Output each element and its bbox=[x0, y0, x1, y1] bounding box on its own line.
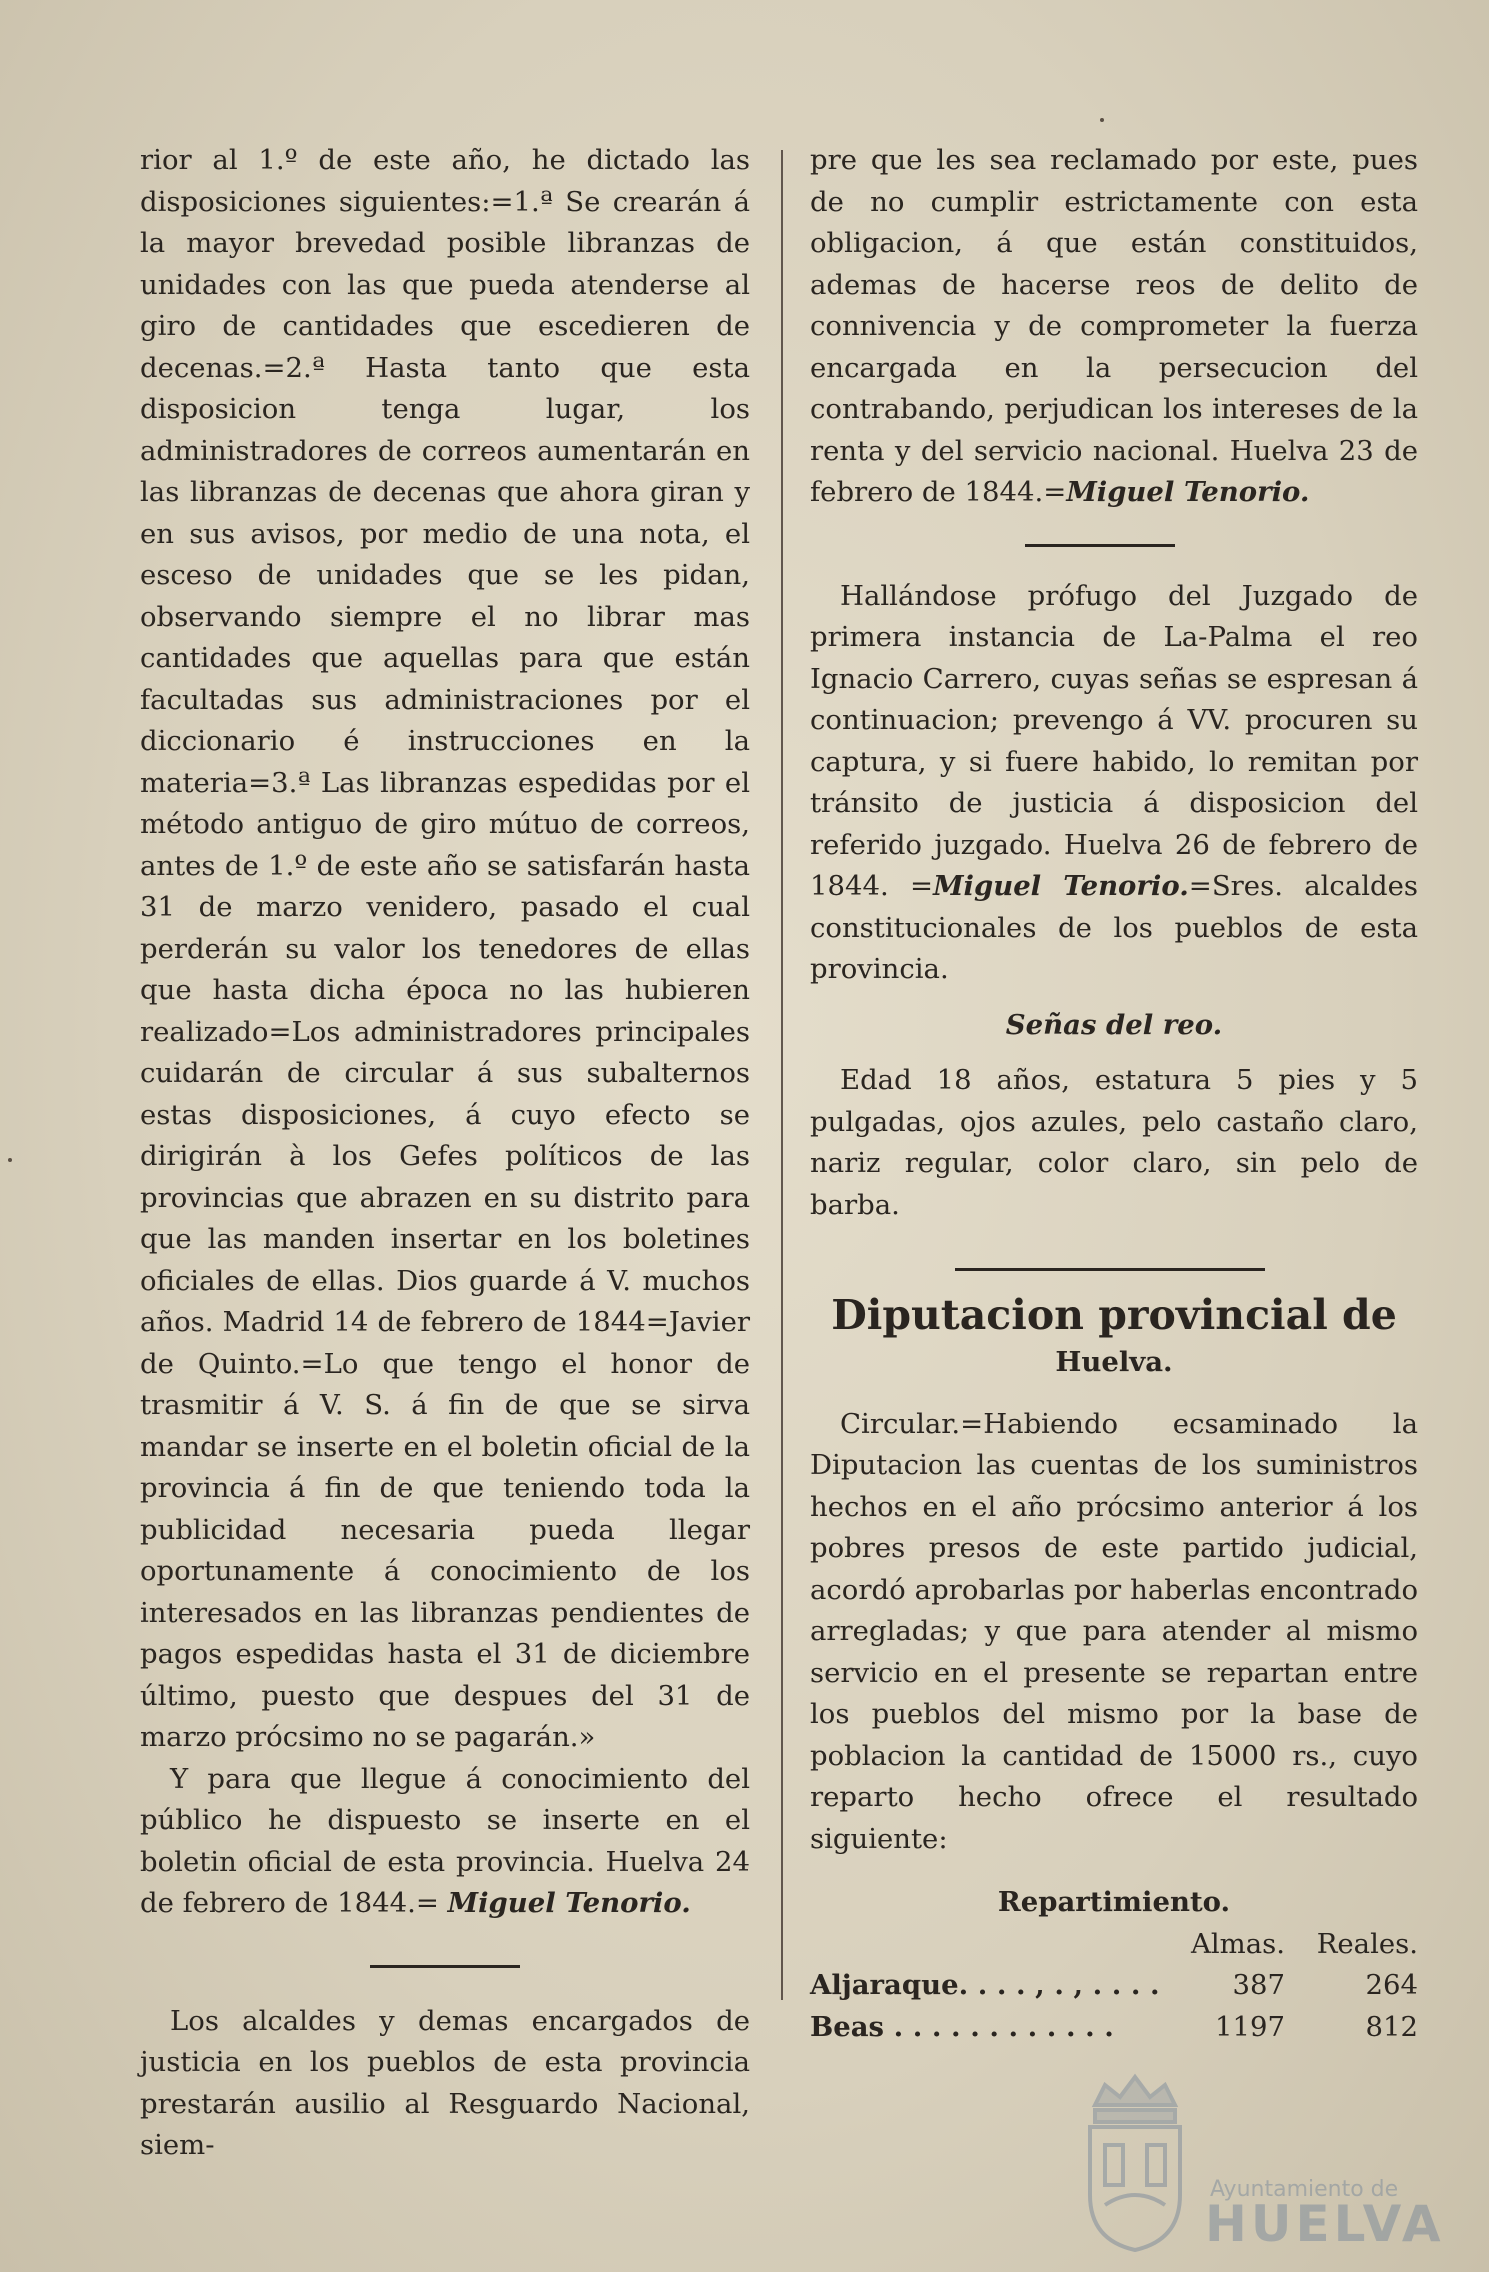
right-paragraph-2-text: Hallándose prófugo del Juzgado de primera instancia de La-Palma el reo Ignacio Carrero, cuyas señas se espresan á continuacion; prevengo á VV. procuren su captura, y si fuere habido, lo remitan por tránsito de justicia á disposicion del referido juzgado. Huelva 26 de febrero de 1844. = bbox=[810, 579, 1418, 902]
right-paragraph-1-signature: Miguel Tenorio. bbox=[1066, 476, 1310, 508]
right-paragraph-2-text-end: =Sres. alcaldes constitucionales de los pueblos de esta provincia. bbox=[810, 870, 1419, 985]
table-cell-almas: 387 bbox=[1232, 1969, 1285, 2001]
table-header-cell: Almas. bbox=[1191, 1927, 1285, 1960]
right-paragraph-1-text: pre que les sea reclamado por este, pues de no cumplir estrictamente con esta obligacion, á que están constituidos, ademas de hacerse reos de delito de connivencia y de comprometer la fuerza encargada en la persecucion del contrabando, perjudican los intereses de la renta y del servicio nacional. Huelva 23 de febrero de 1844.= bbox=[810, 144, 1418, 508]
section-subheading: Huelva. bbox=[1055, 1346, 1173, 1378]
city-watermark bbox=[1075, 2065, 1445, 2255]
column-divider bbox=[781, 150, 783, 2000]
left-paragraph-2-signature: Miguel Tenorio. bbox=[447, 1887, 691, 1919]
table-header-cell: Reales. bbox=[1316, 1927, 1418, 1960]
table-header-row bbox=[810, 1924, 1418, 1966]
right-rule-spacer-1 bbox=[810, 514, 1418, 576]
right-separator-rule-2 bbox=[955, 1268, 1265, 1271]
repartimiento-table bbox=[810, 1924, 1418, 2049]
section-heading: Diputacion provincial de bbox=[831, 1291, 1397, 1339]
table-cell-reales: 264 bbox=[1365, 1969, 1418, 2001]
left-paragraph-1: rior al 1.º de este año, he dictado las disposiciones siguientes:=1.ª Se crearán á la mayor brevedad posible libranzas de unidades con las que pueda atenderse al giro de cantidades que escedieren de decenas.=2.ª Hasta tanto que esta disposicion tenga lugar, los administradores de correos aumentarán en las libranzas de decenas que ahora giran y en sus avisos, por medio de una nota, el esceso de unidades que se les pidan, observando siempre el no librar mas cantidades que aquellas para que están facultadas sus administraciones por el diccionario é instrucciones en la materia=3.ª Las libranzas espedidas por el método antiguo de giro mútuo de correos, antes de 1.º de este año se satisfarán hasta 31 de marzo venidero, pasado el cual perderán su valor los tenedores de ellas que hasta dicha época no las hubieren realizado=Los administradores principales cuidarán de circular á sus subalternos estas disposiciones, á cuyo efecto se dirigirán à los Gefes políticos de las provincias que abrazen en su distrito para que las manden insertar en los boletines oficiales de ellas. Dios guarde á V. muchos años. Madrid 14 de febrero de 1844=Javier de Quinto.=Lo que tengo el honor de trasmitir á V. S. á fin de que se sirva mandar se inserte en el boletin oficial de la provincia á fin de que teniendo toda la publicidad necesaria pueda llegar oportunamente á conocimiento de los interesados en las libranzas pendientes de pagos espedidas hasta el 31 de diciembre último, puesto que despues del 31 de marzo prócsimo no se pagarán.» bbox=[140, 144, 750, 1753]
table-cell-reales: 812 bbox=[1365, 2010, 1418, 2043]
left-separator-rule bbox=[370, 1965, 520, 1968]
watermark-subtitle: Ayuntamiento de bbox=[1210, 2177, 1399, 2202]
right-rule-spacer-2 bbox=[810, 1226, 1418, 1282]
left-column bbox=[140, 140, 750, 2167]
senas-heading-text: Señas del reo. bbox=[1005, 1008, 1223, 1041]
left-paragraph-3: Los alcaldes y demas encargados de justicia en los pueblos de esta provincia prestarán ausilio al Resguardo Nacional, siem- bbox=[140, 2004, 750, 2161]
table-cell-name: Beas . . . . . . . . . . . . bbox=[810, 2010, 1114, 2043]
table-cell-name: Aljaraque. . . . , . , . . . . bbox=[810, 1969, 1160, 2001]
right-separator-rule-1 bbox=[1025, 544, 1175, 547]
left-paragraph-2-text: Y para que llegue á conocimiento del público he dispuesto se inserte en el boletin oficial de esta provincia. Huelva 24 de febrero de 1844.= bbox=[140, 1762, 750, 1919]
right-column bbox=[810, 140, 1418, 2048]
left-paragraph-2 bbox=[140, 1759, 750, 1925]
paper-speck bbox=[1100, 118, 1104, 122]
table-row bbox=[810, 1965, 1418, 2007]
table-header-cell bbox=[810, 1924, 1160, 1966]
right-paragraph-2-signature: Miguel Tenorio. bbox=[933, 870, 1189, 902]
table-row bbox=[810, 2007, 1418, 2049]
right-paragraph-2 bbox=[810, 576, 1418, 991]
senas-paragraph: Edad 18 años, estatura 5 pies y 5 pulgadas, ojos azules, pelo castaño claro, nariz regular, color claro, sin pelo de barba. bbox=[810, 1064, 1418, 1221]
circular-paragraph: Circular.=Habiendo ecsaminado la Diputacion las cuentas de los suministros hechos en el año prócsimo anterior á los pobres presos de este partido judicial, acordó aprobarlas por haberlas encontrado arregladas; y que para atender al mismo servicio en el presente se repartan entre los pueblos del mismo por la base de poblacion la cantidad de 15000 rs., cuyo reparto hecho ofrece el resultado siguiente: bbox=[810, 1407, 1418, 1855]
repartimiento-heading: Repartimiento. bbox=[997, 1886, 1231, 1918]
watermark-title: HUELVA bbox=[1205, 2195, 1445, 2253]
right-paragraph-1 bbox=[810, 140, 1418, 514]
paper-speck bbox=[8, 1158, 12, 1162]
left-rule-spacer bbox=[140, 1925, 750, 2001]
table-cell-almas: 1197 bbox=[1215, 2010, 1285, 2043]
senas-heading bbox=[810, 1005, 1418, 1047]
coat-of-arms-icon bbox=[1075, 2065, 1195, 2255]
